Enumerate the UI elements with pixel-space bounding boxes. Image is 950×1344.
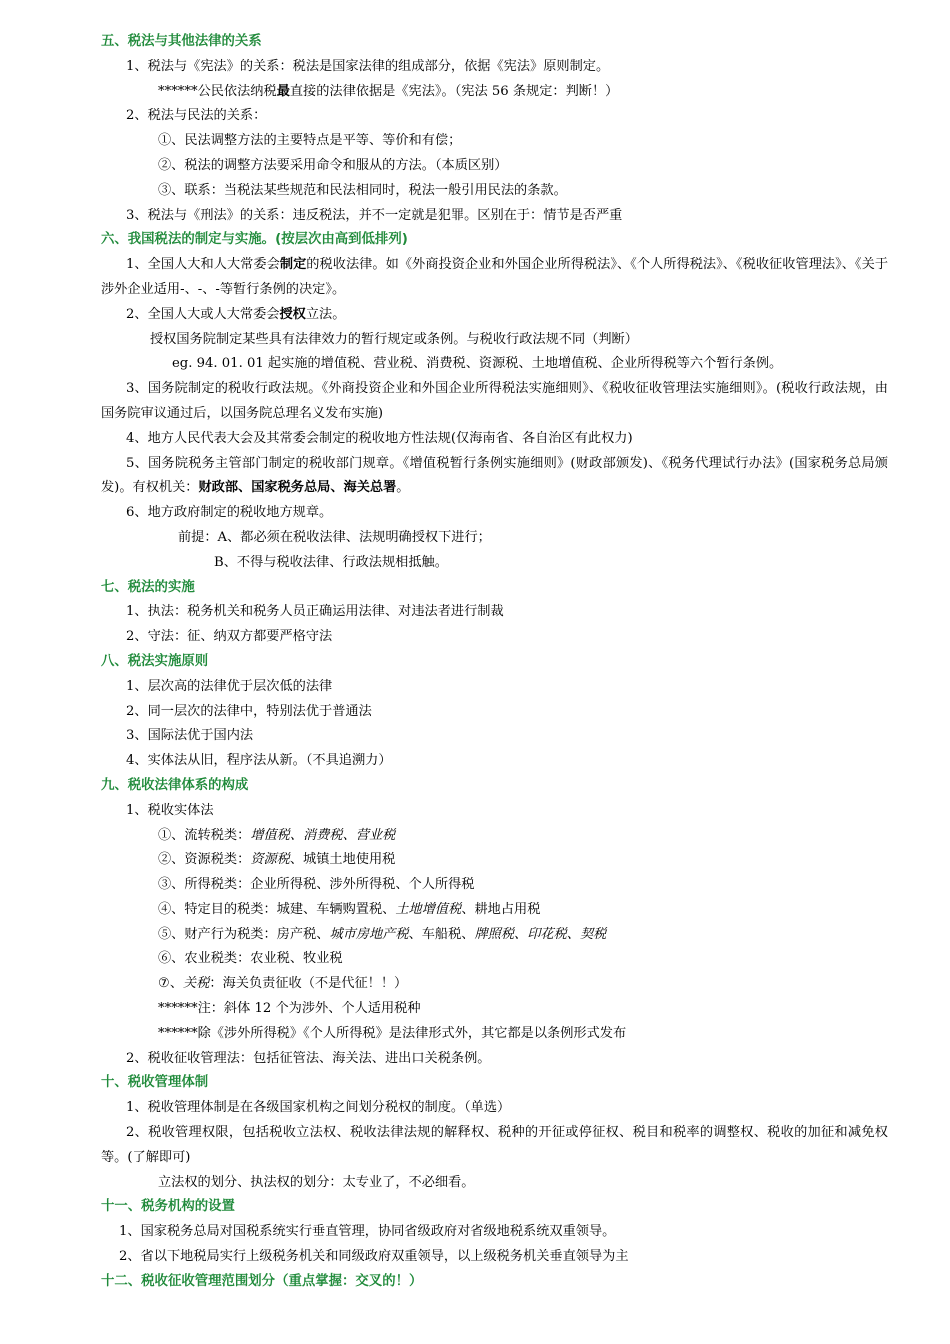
s9-category-1: ①、流转税类：增值税、消费税、营业税 [158,827,396,843]
s9-note-2: ******除《涉外所得税》《个人所得税》是法律形式外，其它都是以条例形式发布 [158,1025,627,1041]
s5-line-2: ******公民依法纳税最直接的法律依据是《宪法》。（宪法 56 条规定：判断！） [158,83,619,99]
s9-category-2: ②、资源税类：资源税、城镇土地使用税 [158,852,396,868]
s10-line-3: 立法权的划分、执法权的划分：太专业了，不必细看。 [158,1174,475,1190]
s8-line-2: 2、同一层次的法律中，特别法优于普通法 [126,703,372,719]
s6-line-5: 3、国务院制定的税收行政法规。《外商投资企业和外国企业所得税法实施细则》、《税收征收管理法实施细则》。(税收行政法规，由国务院审议通过后，以国务院总理名义发布实施) [101,381,888,421]
s6-line-8: 6、地方政府制定的税收地方规章。 [126,505,333,521]
s11-line-2: 2、省以下地税局实行上级税务机关和同级政府双重领导，以上级税务机关垂直领导为主 [119,1249,629,1265]
s6-line-3: 授权国务院制定某些具有法律效力的暂行规定或条例。与税收行政法规不同（判断） [150,331,638,347]
s11-line-1: 1、国家税务总局对国税系统实行垂直管理，协同省级政府对省级地税系统双重领导。 [119,1224,616,1240]
s5-line-1: 1、税法与《宪法》的关系：税法是国家法律的组成部分，依据《宪法》原则制定。 [126,58,610,74]
s8-line-4: 4、实体法从旧，程序法从新。（不具追溯力） [126,753,392,769]
s5-line-5: ②、税法的调整方法要采用命令和服从的方法。（本质区别） [158,157,508,173]
s9-note-1: ******注：斜体 12 个为涉外、个人适用税种 [158,1001,421,1017]
s5-line-6: ③、联系：当税法某些规范和民法相同时，税法一般引用民法的条款。 [158,182,567,198]
s6-line-2: 2、全国人大或人大常委会授权立法。 [126,306,346,322]
document-page [0,30,950,1295]
s9-category-3: ③、所得税类：企业所得税、涉外所得税、个人所得税 [158,877,475,893]
s9-category-5: ⑤、财产行为税类：房产税、城市房地产税、车船税、牌照税、印花税、契税 [158,926,607,942]
s6-line-10: B、不得与税收法律、行政法规相抵触。 [214,554,448,570]
s6-line-1: 1、全国人大和人大常委会制定的税收法律。如《外商投资企业和外国企业所得税法》、《个人所得税法》、《税收征收管理法》、《关于涉外企业适用-、-、-等暂行条例的决定》。 [101,257,889,297]
section-12-heading: 十二、税收征收管理范围划分（重点掌握：交叉的！） [101,1273,423,1289]
s10-line-1: 1、税收管理体制是在各级国家机构之间划分税权的制度。（单选） [126,1100,511,1116]
s8-line-3: 3、国际法优于国内法 [126,728,254,744]
section-8-heading: 八、税法实施原则 [101,653,209,669]
section-10-heading: 十、税收管理体制 [101,1075,209,1091]
s6-line-9: 前提：A、都必须在税收法律、法规明确授权下进行； [178,529,491,545]
s9-category-6: ⑥、农业税类：农业税、牧业税 [158,951,343,967]
section-6-heading: 六、我国税法的制定与实施。(按层次由高到低排列) [101,232,408,248]
s6-line-6: 4、地方人民代表大会及其常委会制定的税收地方性法规(仅海南省、各自治区有此权力) [126,430,633,446]
s5-line-3: 2、税法与民法的关系： [126,108,267,124]
s7-line-1: 1、执法：税务机关和税务人员正确运用法律、对违法者进行制裁 [126,604,504,620]
s7-line-2: 2、守法：征、纳双方都要严格守法 [126,629,333,645]
s5-line-4: ①、民法调整方法的主要特点是平等、等价和有偿； [158,133,462,149]
section-7-heading: 七、税法的实施 [101,579,195,595]
s9-line-2: 2、税收征收管理法：包括征管法、海关法、进出口关税条例。 [126,1050,491,1066]
section-5-heading: 五、税法与其他法律的关系 [101,34,262,49]
s9-category-7: ⑦、关税：海关负责征收（不是代征！！） [158,976,408,992]
s6-line-4: eg. 94. 01. 01 起实施的增值税、营业税、消费税、资源税、土地增值税、企业所得税等六个暂行条例。 [172,356,783,372]
section-9-heading: 九、税收法律体系的构成 [101,777,249,793]
s9-category-4: ④、特定目的税类：城建、车辆购置税、土地增值税、耕地占用税 [158,901,541,917]
s9-line-1: 1、税收实体法 [126,802,214,818]
s6-line-7: 5、国务院税务主管部门制定的税收部门规章。《增值税暂行条例实施细则》(财政部颁发)、《税务代理试行办法》(国家税务总局颁发)。有权机关：财政部、国家税务总局、海关总署。 [101,455,888,496]
s8-line-1: 1、层次高的法律优于层次低的法律 [126,678,333,694]
section-11-heading: 十一、税务机构的设置 [101,1199,235,1215]
s10-line-2: 2、税收管理权限，包括税收立法权、税收法律法规的解释权、税种的开征或停征权、税目和税率的调整权、税收的加征和减免权等。(了解即可) [101,1125,888,1165]
s5-line-7: 3、税法与《刑法》的关系：违反税法，并不一定就是犯罪。区别在于：情节是否严重 [126,207,623,223]
